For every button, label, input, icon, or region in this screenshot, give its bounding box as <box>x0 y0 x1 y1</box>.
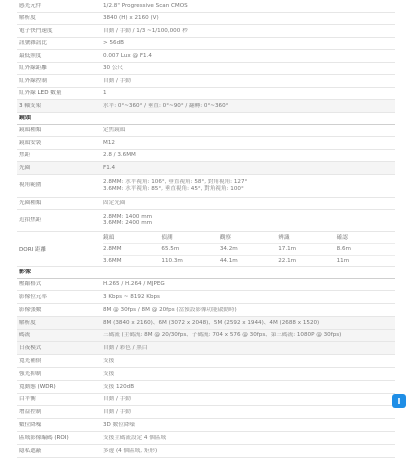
spec-label: 最低照度 <box>19 52 42 59</box>
focus-line: 3.6MM: 2400 mm <box>103 220 153 226</box>
spec-value: 0.007 Lux @ F1.4 <box>103 52 152 59</box>
dori-header-cell: 觀察 <box>220 232 278 244</box>
spec-value: 3 Kbps ~ 8192 Kbps <box>103 293 160 300</box>
spec-row <box>17 25 395 38</box>
dori-cell: 44.1m <box>219 258 238 264</box>
spec-value: H.265 / H.264 / MJPEG <box>103 281 165 288</box>
spec-label: 光圈 <box>19 164 31 171</box>
dori-header-cell: 鏡頭 <box>103 232 161 244</box>
spec-value: 水平: 0°~360° / 垂直: 0°~90° / 翻轉: 0°~360° <box>103 102 229 109</box>
spec-value: M12 <box>103 139 115 146</box>
spec-label: 碼流 <box>19 332 31 339</box>
video-section-header <box>17 267 395 279</box>
spec-row <box>17 150 395 163</box>
dori-cell: 110.3m <box>161 258 183 264</box>
spec-value: 支援 <box>103 357 115 364</box>
video-spec-block <box>17 279 395 458</box>
spec-value <box>95 214 395 227</box>
spec-row <box>17 317 395 330</box>
spec-label: 增益控制 <box>19 409 42 416</box>
section-title: 影像 <box>19 268 32 275</box>
spec-row-focus <box>17 210 395 232</box>
spec-label: 日夜模式 <box>19 345 42 352</box>
focus-line: 2.8MM: 1400 mm <box>103 213 153 220</box>
spec-row <box>17 291 395 304</box>
spec-row <box>17 355 395 368</box>
dori-cell: 22.1m <box>278 258 297 264</box>
spec-label: 解析度 <box>19 319 36 326</box>
dori-cell: 65.5m <box>161 243 219 255</box>
dori-cell: 2.8MM <box>103 243 161 255</box>
spec-value: 支援 120dB <box>103 383 135 390</box>
sensor-spec-block <box>17 0 395 113</box>
spec-row <box>17 100 395 113</box>
spec-value: 自動 / 手動 <box>103 77 131 84</box>
spec-row <box>17 419 395 432</box>
spec-label: 近拍焦距 <box>19 216 42 223</box>
dori-cell: 11m <box>336 258 350 264</box>
spec-label: 訊號雜訊比 <box>19 40 47 47</box>
spec-label: 白平衡 <box>19 396 36 403</box>
spec-row <box>17 381 395 394</box>
watermark-logo <box>392 394 406 408</box>
spec-label: 影像張數 <box>19 306 42 313</box>
spec-value: 自動 / 手動 <box>103 396 131 403</box>
spec-label: 影像位元率 <box>19 293 47 300</box>
section-title: 鏡頭 <box>19 114 32 121</box>
spec-label: 光圈種類 <box>19 199 42 206</box>
spec-label: 壓縮格式 <box>19 281 42 288</box>
spec-row <box>17 50 395 63</box>
spec-row <box>17 304 395 317</box>
spec-row <box>17 38 395 51</box>
spec-value: 固定光圈 <box>103 199 126 206</box>
spec-row <box>17 432 395 445</box>
spec-label: 感光元件 <box>19 2 42 9</box>
spec-label: 鏡頭安裝 <box>19 139 42 146</box>
spec-row <box>17 125 395 138</box>
spec-label: 視角範圍 <box>19 182 42 189</box>
spec-row <box>17 330 395 343</box>
spec-label: 寬動態 (WDR) <box>19 383 56 390</box>
fov-line: 3.6MM: 水平視角: 85°, 垂直視角: 45°, 對角視角: 100° <box>103 185 244 192</box>
spec-label: 紅外線控制 <box>19 77 47 84</box>
spec-row <box>17 137 395 150</box>
dori-cell: 3.6MM <box>103 258 122 264</box>
lens-section-header <box>17 113 395 125</box>
spec-value: 8M (3840 x 2160)、6M (3072 x 2048)、5M (2592 x 1944)、4M (2688 x 1520) <box>103 319 320 326</box>
spec-row <box>17 368 395 381</box>
spec-row <box>17 406 395 419</box>
spec-value: 自動 / 手動 <box>103 409 131 416</box>
spec-value: 三碼流 (主碼流: 8M @ 20/30fps、子碼流: 704 x 576 @ 30fps、第三碼流: 1080P @ 30fps) <box>103 332 342 339</box>
dori-header-cell: 辨識 <box>278 232 336 244</box>
fov-line: 2.8MM: 水平視角: 106°, 垂直視角: 58°, 對角視角: 127° <box>103 179 248 186</box>
spec-value: > 56dB <box>103 40 124 47</box>
dori-cell: 17.1m <box>278 243 336 255</box>
spec-label: 強光抑制 <box>19 370 42 377</box>
spec-label: 鏡頭種類 <box>19 127 42 134</box>
spec-row <box>17 75 395 88</box>
spec-value: 1 <box>103 90 107 97</box>
spec-value: 3D 數位降噪 <box>103 421 136 428</box>
spec-value: 支援 <box>103 370 115 377</box>
spec-row-fov <box>17 175 395 198</box>
spec-value: 自動 / 彩色 / 黑白 <box>103 345 148 352</box>
spec-row-dori <box>17 232 395 267</box>
dori-table <box>95 232 395 266</box>
spec-label: 解析度 <box>19 15 36 22</box>
spec-label: 電子快門速度 <box>19 27 53 34</box>
spec-label: 寬光補償 <box>19 357 42 364</box>
dori-header-cell: 確認 <box>337 232 395 244</box>
spec-row <box>17 279 395 292</box>
dori-cell: 34.2m <box>220 243 278 255</box>
spec-label: DORI 距離 <box>19 246 47 253</box>
spec-row <box>17 88 395 101</box>
dori-header-cell: 偵測 <box>161 232 219 244</box>
spec-label: 紅外線 LED 數量 <box>19 90 62 97</box>
watermark-logo-letter: I <box>397 396 401 406</box>
spec-value: F1.4 <box>103 164 116 171</box>
spec-label: 焦距 <box>19 152 31 159</box>
spec-value: 1/2.8" Progressive Scan CMOS <box>103 2 188 9</box>
dori-cell: 8.6m <box>337 243 395 255</box>
spec-label: 隱私遮蔽 <box>19 447 42 454</box>
spec-value: 3840 (H) x 2160 (V) <box>103 15 159 22</box>
spec-value: 8M @ 30fps / 8M @ 20fps (當預設影像功能啟動時) <box>103 306 237 313</box>
dori-header-row <box>103 232 395 244</box>
spec-label: 區域影像編碼 (ROI) <box>19 434 69 441</box>
dori-row <box>103 255 395 267</box>
spec-row-aperture-type <box>17 198 395 210</box>
spec-row <box>17 342 395 355</box>
spec-row <box>17 162 395 175</box>
spec-row <box>17 394 395 407</box>
spec-label: 數位降噪 <box>19 421 42 428</box>
lens-spec-block <box>17 125 395 175</box>
spec-row <box>17 445 395 458</box>
spec-value: 多邊 (4 個區域, 矩形) <box>103 447 158 454</box>
spec-value: 30 公尺 <box>103 65 124 72</box>
spec-label: 紅外線距離 <box>19 65 47 72</box>
spec-value <box>95 179 395 192</box>
spec-value: 自動 / 手動 / 1/3 ~1/100,000 秒 <box>103 27 188 34</box>
spec-row <box>17 63 395 76</box>
spec-value: 定焦鏡頭 <box>103 127 126 134</box>
spec-sheet <box>17 0 395 458</box>
dori-row <box>103 243 395 255</box>
spec-label: 3 軸支架 <box>19 102 42 109</box>
spec-row <box>17 0 395 13</box>
spec-value: 2.8 / 3.6MM <box>103 152 136 159</box>
spec-value: 支援主碼流設定 4 個區域 <box>103 434 167 441</box>
spec-row <box>17 13 395 26</box>
